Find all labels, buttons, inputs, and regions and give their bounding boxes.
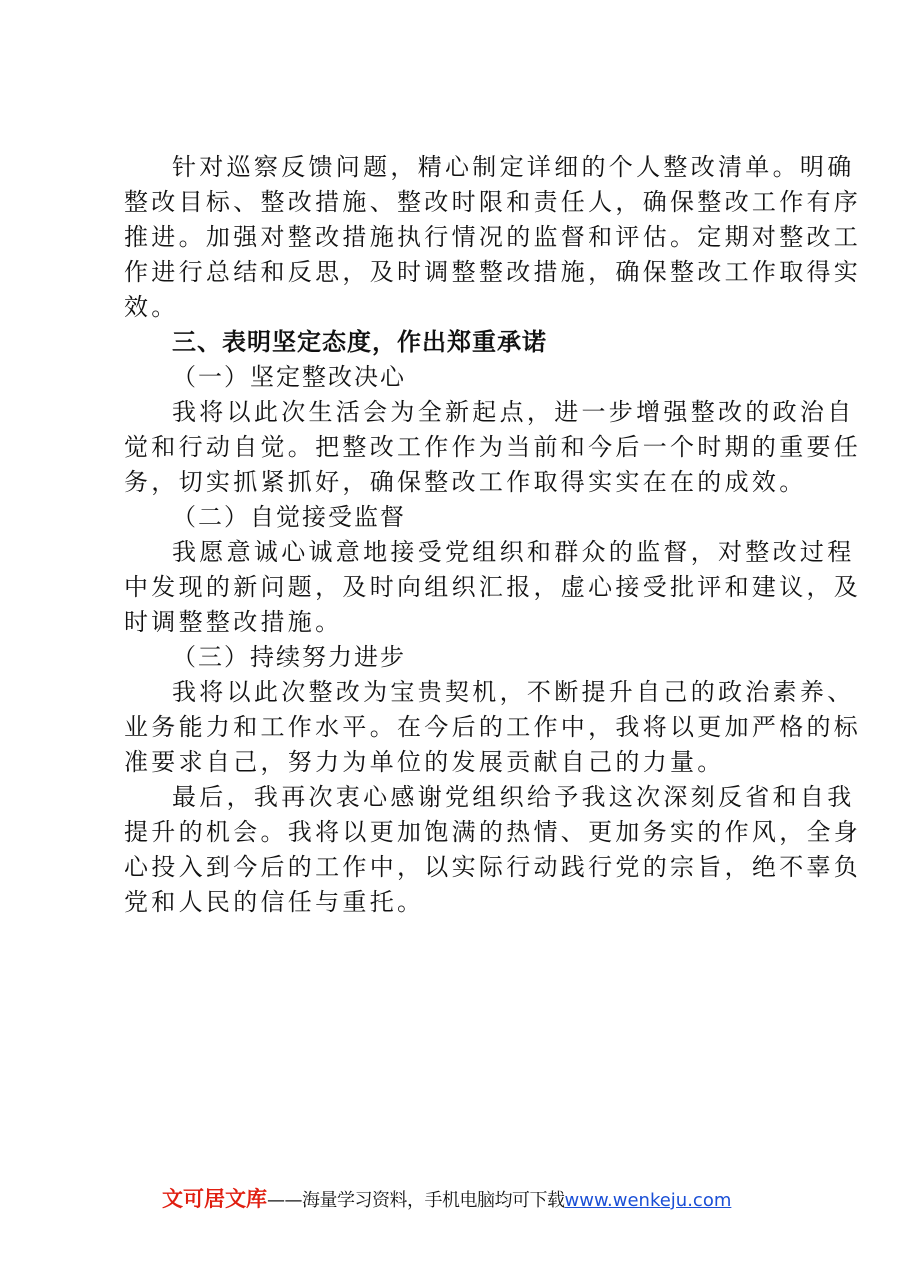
brand-name: 文可居文库 — [162, 1187, 267, 1211]
section-heading: 三、表明坚定态度，作出郑重承诺 — [172, 328, 547, 356]
text-line: 提升的机会。我将以更加饱满的热情、更加务实的作风，全身 — [124, 818, 862, 846]
text-line: 作进行总结和反思，及时调整整改措施，确保整改工作取得实 — [124, 258, 862, 286]
text-line: 我将以此次整改为宝贵契机，不断提升自己的政治素养、 — [172, 678, 855, 706]
text-line: 务，切实抓紧抓好，确保整改工作取得实实在在的成效。 — [124, 468, 807, 496]
text-line: 推进。加强对整改措施执行情况的监督和评估。定期对整改工 — [124, 223, 862, 251]
text-line: 业务能力和工作水平。在今后的工作中，我将以更加严格的标 — [124, 713, 862, 741]
text-line: 效。 — [124, 293, 179, 321]
text-line: 整改目标、整改措施、整改时限和责任人，确保整改工作有序 — [124, 188, 862, 216]
text-line: 准要求自己，努力为单位的发展贡献自己的力量。 — [124, 748, 725, 776]
paragraph-determination — [124, 395, 862, 500]
document-body — [124, 150, 862, 920]
paragraph-rectification-list — [124, 150, 862, 325]
text-line: 我将以此次生活会为全新起点，进一步增强整改的政治自 — [172, 398, 855, 426]
text-line: 党和人民的信任与重托。 — [124, 888, 425, 916]
text-line: 时调整整改措施。 — [124, 608, 343, 636]
text-line: 心投入到今后的工作中，以实际行动践行党的宗旨，绝不辜负 — [124, 853, 862, 881]
text-line: 觉和行动自觉。把整改工作作为当前和今后一个时期的重要任 — [124, 433, 862, 461]
subheading-1: （一）坚定整改决心 — [172, 363, 406, 391]
text-line: 最后，我再次衷心感谢党组织给予我这次深刻反省和自我 — [172, 783, 855, 811]
text-line: 中发现的新问题，及时向组织汇报，虚心接受批评和建议，及 — [124, 573, 862, 601]
footer-slogan: ——海量学习资料，手机电脑均可下载 — [267, 1190, 565, 1211]
paragraph-closing — [124, 780, 862, 920]
text-line: 针对巡察反馈问题，精心制定详细的个人整改清单。明确 — [172, 153, 855, 181]
paragraph-supervision — [124, 535, 862, 640]
subheading-3: （三）持续努力进步 — [172, 643, 406, 671]
website-link[interactable]: www.wenkeju.com — [564, 1190, 732, 1211]
text-line: 我愿意诚心诚意地接受党组织和群众的监督，对整改过程 — [172, 538, 855, 566]
paragraph-progress — [124, 675, 862, 780]
subheading-2: （二）自觉接受监督 — [172, 503, 406, 531]
footer-banner — [162, 1183, 782, 1213]
